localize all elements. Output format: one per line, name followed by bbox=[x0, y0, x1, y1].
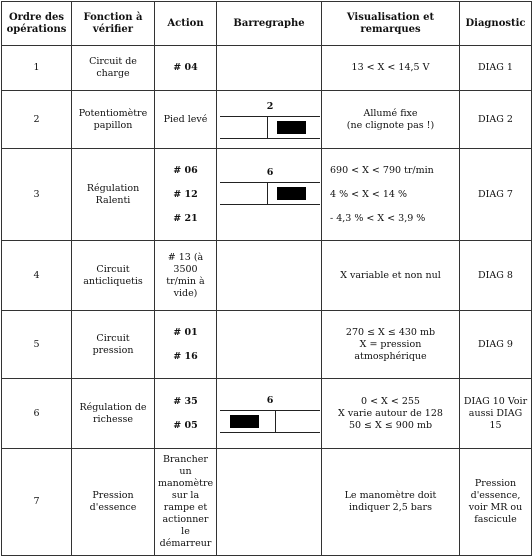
cell-fonction: Circuit anticliquetis bbox=[72, 241, 155, 311]
cell-action: # 13 (à 3500 tr/min à vide) bbox=[155, 241, 217, 311]
cell-diagnostic: DIAG 8 bbox=[460, 241, 532, 311]
action-command: # 06 bbox=[173, 164, 198, 176]
table-row bbox=[2, 311, 532, 379]
cell-action: Brancher un manomètre sur la rampe et actionner le démarreur bbox=[155, 449, 217, 556]
visualisation-line: Le manomètre doit indiquer 2,5 bars bbox=[344, 490, 437, 513]
cell-diagnostic: DIAG 1 bbox=[460, 46, 532, 91]
action-command: # 01 bbox=[173, 326, 198, 338]
visualisation-line: (ne clignote pas !) bbox=[346, 119, 435, 131]
cell-diagnostic: DIAG 10 Voir aussi DIAG 15 bbox=[460, 379, 532, 449]
cell-fonction: Potentiomètre papillon bbox=[72, 91, 155, 149]
bargraph-indicator bbox=[220, 101, 320, 139]
cell-barregraphe bbox=[217, 149, 322, 241]
cell-action bbox=[155, 379, 217, 449]
cell-ordre: 3 bbox=[2, 149, 72, 241]
diagnostic-table bbox=[1, 1, 532, 556]
bargraph-indicator bbox=[220, 395, 320, 433]
bargraph-number: 6 bbox=[266, 394, 274, 406]
header-action: Action bbox=[155, 2, 217, 46]
cell-ordre: 7 bbox=[2, 449, 72, 556]
table-row bbox=[2, 91, 532, 149]
action-command: # 04 bbox=[173, 62, 198, 73]
visualisation-line: X = pression atmosphérique bbox=[354, 338, 427, 362]
visualisation-line: X varie autour de 128 bbox=[338, 407, 443, 419]
cell-diagnostic: DIAG 2 bbox=[460, 91, 532, 149]
cell-ordre: 4 bbox=[2, 241, 72, 311]
bargraph-number: 2 bbox=[266, 100, 274, 112]
cell-barregraphe bbox=[217, 379, 322, 449]
cell-diagnostic: DIAG 7 bbox=[460, 149, 532, 241]
visualisation-line: 270 ≤ X ≤ 430 mb bbox=[345, 326, 436, 338]
action-command: # 05 bbox=[173, 419, 198, 431]
visualisation-line: - 4,3 % < X < 3,9 % bbox=[330, 212, 426, 224]
cell-visualisation bbox=[322, 46, 460, 91]
table-header-row bbox=[2, 2, 532, 46]
action-command: # 21 bbox=[173, 212, 198, 224]
cell-ordre: 1 bbox=[2, 46, 72, 91]
cell-fonction: Circuit de charge bbox=[72, 46, 155, 91]
visualisation-line: 4 % < X < 14 % bbox=[330, 188, 407, 200]
cell-action bbox=[155, 311, 217, 379]
cell-action: Pied levé bbox=[155, 91, 217, 149]
table-row bbox=[2, 46, 532, 91]
cell-ordre: 5 bbox=[2, 311, 72, 379]
cell-visualisation bbox=[322, 241, 460, 311]
visualisation-line: 690 < X < 790 tr/min bbox=[330, 164, 434, 176]
header-fonction: Fonction à vérifier bbox=[72, 2, 155, 46]
table-row bbox=[2, 379, 532, 449]
bargraph-lit-segment bbox=[277, 187, 306, 200]
cell-action bbox=[155, 149, 217, 241]
action-command: # 16 bbox=[173, 350, 198, 362]
cell-visualisation bbox=[322, 91, 460, 149]
bargraph-number: 6 bbox=[266, 167, 274, 178]
cell-ordre: 6 bbox=[2, 379, 72, 449]
header-ordre: Ordre des opérations bbox=[2, 2, 72, 46]
cell-barregraphe bbox=[217, 46, 322, 91]
cell-visualisation bbox=[322, 379, 460, 449]
visualisation-line: Allumé fixe bbox=[363, 107, 418, 119]
cell-barregraphe bbox=[217, 311, 322, 379]
bargraph-lit-segment bbox=[277, 121, 306, 134]
visualisation-line: 0 < X < 255 bbox=[361, 395, 420, 407]
cell-visualisation bbox=[322, 149, 460, 241]
cell-barregraphe bbox=[217, 91, 322, 149]
bargraph-indicator bbox=[220, 167, 320, 205]
cell-action bbox=[155, 46, 217, 91]
cell-barregraphe bbox=[217, 241, 322, 311]
action-command: # 12 bbox=[173, 188, 198, 200]
cell-fonction: Régulation Ralenti bbox=[72, 149, 155, 241]
cell-barregraphe bbox=[217, 449, 322, 556]
visualisation-line: X variable et non nul bbox=[340, 269, 441, 281]
header-barregraphe: Barregraphe bbox=[217, 2, 322, 46]
action-command: # 35 bbox=[173, 395, 198, 407]
cell-fonction: Circuit pression bbox=[72, 311, 155, 379]
cell-visualisation bbox=[322, 449, 460, 556]
visualisation-line: 13 < X < 14,5 V bbox=[351, 62, 430, 73]
cell-diagnostic: DIAG 9 bbox=[460, 311, 532, 379]
visualisation-line: 50 ≤ X ≤ 900 mb bbox=[348, 419, 433, 431]
table-row bbox=[2, 241, 532, 311]
header-visualisation: Visualisation et remarques bbox=[322, 2, 460, 46]
cell-visualisation bbox=[322, 311, 460, 379]
header-diagnostic: Diagnostic bbox=[460, 2, 532, 46]
table-row bbox=[2, 449, 532, 556]
cell-diagnostic: Pression d'essence, voir MR ou fascicule bbox=[460, 449, 532, 556]
table-row bbox=[2, 149, 532, 241]
cell-ordre: 2 bbox=[2, 91, 72, 149]
cell-fonction: Régulation de richesse bbox=[72, 379, 155, 449]
cell-fonction: Pression d'essence bbox=[72, 449, 155, 556]
bargraph-lit-segment bbox=[230, 415, 259, 428]
